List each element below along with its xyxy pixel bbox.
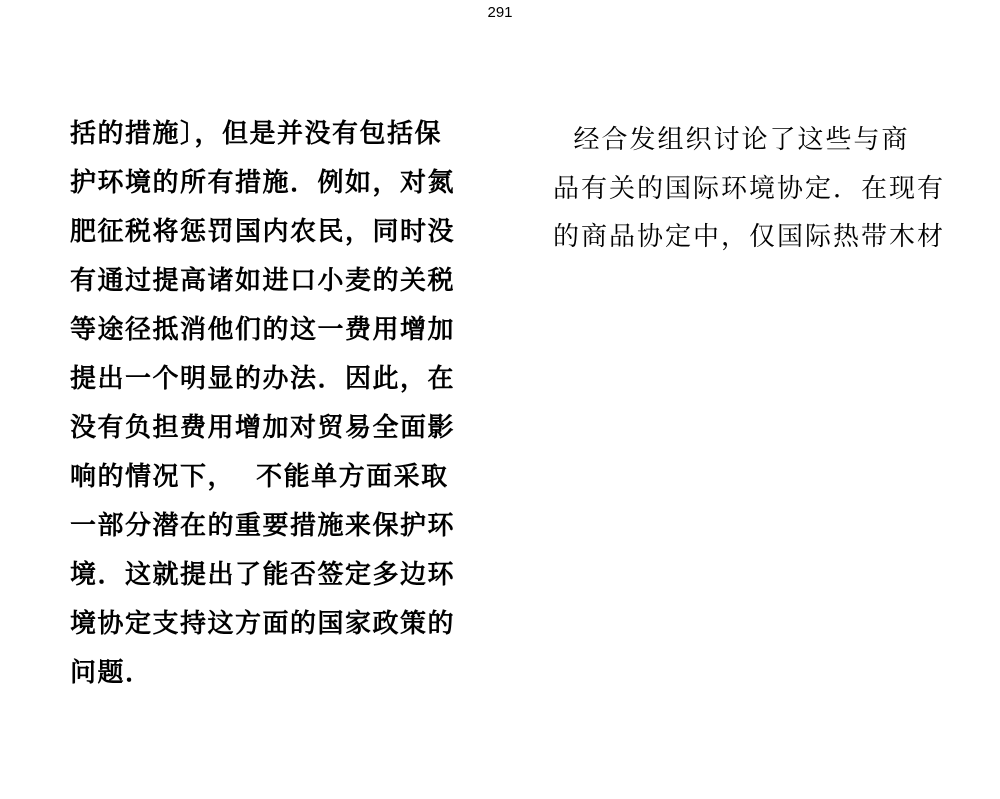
text-line: 等途径抵消他们的这一费用增加	[70, 315, 456, 345]
text-line: 品有关的国际环境协定．在现有	[553, 173, 946, 204]
text-line: 没有负担费用增加对贸易全面影	[70, 413, 456, 443]
left-text-column	[70, 110, 480, 698]
text-line: 境．这就提出了能否签定多边环	[70, 560, 456, 590]
text-line: 境协定支持这方面的国家政策的	[70, 609, 456, 639]
text-line: 一部分潜在的重要措施来保护环	[70, 511, 456, 541]
text-line: 肥征税将惩罚国内农民，同时没	[70, 217, 456, 247]
page-number: 291	[487, 4, 513, 21]
text-line: 护环境的所有措施．例如，对氮	[70, 168, 456, 198]
text-line: 括的措施〕，但是并没有包括保	[70, 119, 443, 149]
text-line: 问题．	[70, 658, 153, 688]
text-line: 经合发组织讨论了这些与商	[553, 125, 910, 155]
text-line: 响的情况下， 不能单方面采取	[70, 462, 449, 492]
text-line: 的商品协定中，仅国际热带木材	[553, 222, 946, 253]
text-line: 提出一个明显的办法．因此，在	[70, 364, 456, 394]
text-line: 有通过提高诸如进口小麦的关税	[70, 266, 456, 296]
right-text-column	[553, 116, 963, 262]
